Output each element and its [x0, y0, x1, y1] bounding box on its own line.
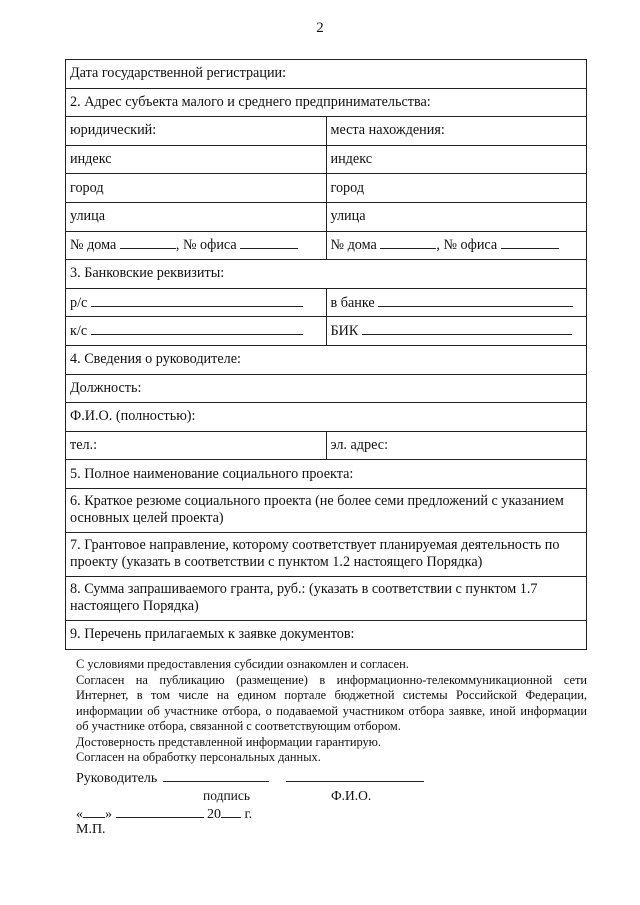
- quote-close: »: [105, 807, 112, 822]
- date-line: [76, 805, 252, 823]
- head-section-title: 4. Сведения о руководителе:: [66, 345, 587, 374]
- consent-notes: [76, 657, 587, 766]
- legal-index-field[interactable]: индекс: [66, 145, 327, 174]
- project-summary-field[interactable]: 6. Краткое резюме социального проекта (не более семи предложений с указанием основных целей проекта): [66, 488, 587, 532]
- page-number: 2: [316, 20, 324, 36]
- settlement-account-blank[interactable]: [91, 294, 303, 307]
- head-label: Руководитель: [76, 771, 158, 786]
- fio-blank[interactable]: [286, 769, 424, 782]
- consent-note: Согласен на обработку персональных данных.: [76, 750, 321, 764]
- bank-name-label: в банке: [330, 294, 375, 311]
- quote-open: «: [76, 807, 83, 822]
- bik-blank[interactable]: [362, 322, 572, 335]
- signature-caption: подпись: [203, 788, 251, 803]
- year-blank[interactable]: [221, 805, 241, 818]
- bik-label: БИК: [330, 323, 359, 340]
- correspondent-account-field[interactable]: [66, 317, 327, 346]
- location-address-label: места нахождения:: [326, 117, 587, 146]
- fio-caption: Ф.И.О.: [331, 788, 372, 803]
- year-suffix: г.: [244, 807, 253, 822]
- phone-field[interactable]: тел.:: [66, 431, 327, 460]
- project-name-field[interactable]: 5. Полное наименование социального проекта:: [66, 460, 587, 489]
- position-field[interactable]: Должность:: [66, 374, 587, 403]
- stamp-place: М.П.: [76, 822, 106, 837]
- consent-note: Достоверность представленной информации гарантирую.: [76, 734, 382, 749]
- full-name-field[interactable]: Ф.И.О. (полностью):: [66, 403, 587, 432]
- house-label: № дома: [330, 237, 377, 254]
- grant-amount-field[interactable]: 8. Сумма запрашиваемого гранта, руб.: (указать в соответствии с пунктом 1.7 настоящего Порядка): [66, 576, 587, 620]
- house-blank[interactable]: [380, 236, 436, 249]
- location-city-field[interactable]: город: [326, 174, 587, 203]
- office-blank[interactable]: [240, 236, 298, 249]
- registration-date-field[interactable]: Дата государственной регистрации:: [66, 60, 587, 89]
- location-index-field[interactable]: индекс: [326, 145, 587, 174]
- bank-name-blank[interactable]: [378, 294, 573, 307]
- address-section-title: 2. Адрес субъекта малого и среднего предпринимательства:: [66, 88, 587, 117]
- signature-line: [76, 769, 424, 787]
- office-label: , № офиса: [175, 237, 237, 254]
- application-form-table: [65, 59, 587, 650]
- settlement-account-label: р/с: [70, 294, 88, 311]
- grant-direction-field[interactable]: 7. Грантовое направление, которому соответствует планируемая деятельность по проекту (указать в соответствии с пунктом 1.2 настоящего Порядка): [66, 532, 587, 576]
- legal-street-field[interactable]: улица: [66, 202, 327, 231]
- bank-section-title: 3. Банковские реквизиты:: [66, 260, 587, 289]
- house-label: № дома: [70, 237, 117, 254]
- correspondent-account-label: к/с: [70, 323, 88, 340]
- signature-blank[interactable]: [163, 769, 269, 782]
- correspondent-account-blank[interactable]: [91, 322, 303, 335]
- legal-address-label: юридический:: [66, 117, 327, 146]
- settlement-account-field[interactable]: [66, 288, 327, 317]
- email-field[interactable]: эл. адрес:: [326, 431, 587, 460]
- legal-city-field[interactable]: город: [66, 174, 327, 203]
- office-blank[interactable]: [501, 236, 559, 249]
- day-blank[interactable]: [83, 805, 105, 818]
- legal-house-office-field[interactable]: [66, 231, 327, 260]
- house-blank[interactable]: [120, 236, 176, 249]
- bank-name-field[interactable]: [326, 288, 587, 317]
- consent-note: Согласен на публикацию (размещение) в информационно-телекоммуникационной сети Интернет, в том числе на едином портале бюджетной системы Российской Федерации, информации об участнике отбора, о подаваемой участником отбора заявке, иной информации об участнике отбора, связанной с соответствующим отбором.: [76, 672, 587, 733]
- location-street-field[interactable]: улица: [326, 202, 587, 231]
- office-label: , № офиса: [436, 237, 498, 254]
- documents-list-field[interactable]: 9. Перечень прилагаемых к заявке документов:: [66, 620, 587, 649]
- consent-note: С условиями предоставления субсидии ознакомлен и согласен.: [76, 657, 409, 671]
- year-prefix: 20: [207, 807, 221, 822]
- location-house-office-field[interactable]: [326, 231, 587, 260]
- month-blank[interactable]: [116, 805, 204, 818]
- bik-field[interactable]: [326, 317, 587, 346]
